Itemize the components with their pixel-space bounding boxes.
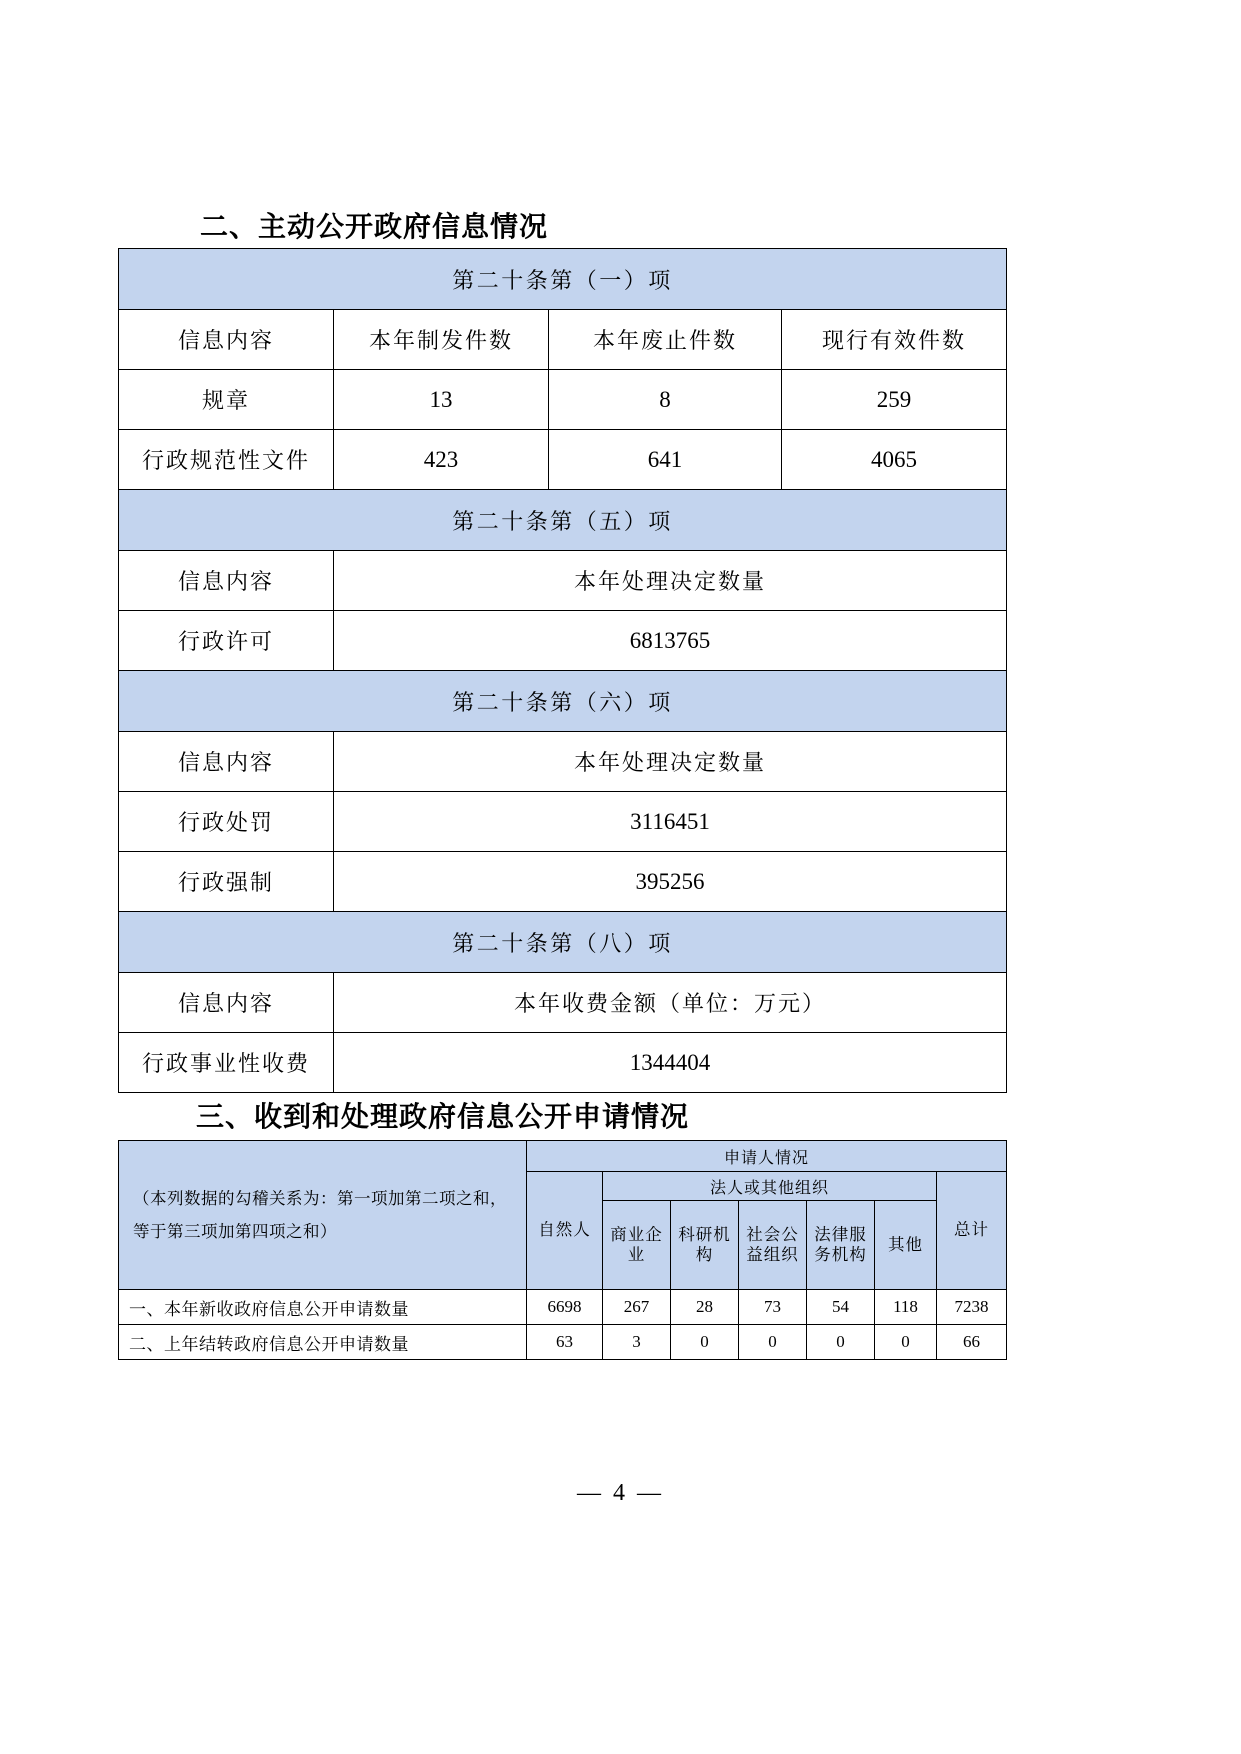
cell-new-total: 7238 <box>937 1290 1007 1325</box>
band-item-six: 第二十条第（六）项 <box>119 671 1007 732</box>
column-header-info-content: 信息内容 <box>119 310 334 370</box>
section-three-heading: 三、收到和处理政府信息公开申请情况 <box>196 1100 690 1133</box>
table-row <box>119 1033 1007 1093</box>
row-label-administrative-coercion: 行政强制 <box>119 852 334 912</box>
cell-new-social-welfare-organization: 73 <box>739 1290 807 1325</box>
cell-administrative-fees-value: 1344404 <box>334 1033 1007 1093</box>
cell-new-other: 118 <box>875 1290 937 1325</box>
column-header-legal-service-institution: 法律服务机构 <box>807 1201 875 1290</box>
cell-carried-total: 66 <box>937 1325 1007 1360</box>
column-header-info-content-five: 信息内容 <box>119 551 334 611</box>
cell-carried-commercial-enterprise: 3 <box>603 1325 671 1360</box>
row-label-normative-documents: 行政规范性文件 <box>119 430 334 490</box>
table-row <box>119 792 1007 852</box>
table-row <box>119 490 1007 551</box>
group-header-applicant: 申请人情况 <box>527 1141 1007 1172</box>
column-header-total: 总计 <box>937 1172 1007 1290</box>
table-row <box>119 973 1007 1033</box>
cell-normative-issued: 423 <box>334 430 549 490</box>
band-item-one: 第二十条第（一）项 <box>119 249 1007 310</box>
row-label-regulations: 规章 <box>119 370 334 430</box>
cell-new-legal-service-institution: 54 <box>807 1290 875 1325</box>
cell-carried-research-institution: 0 <box>671 1325 739 1360</box>
cell-administrative-coercion-value: 395256 <box>334 852 1007 912</box>
column-header-commercial-enterprise: 商业企业 <box>603 1201 671 1290</box>
column-header-natural-person: 自然人 <box>527 1172 603 1290</box>
table-row <box>119 430 1007 490</box>
table-row <box>119 912 1007 973</box>
cell-administrative-license-value: 6813765 <box>334 611 1007 671</box>
cell-carried-other: 0 <box>875 1325 937 1360</box>
row-label-administrative-penalty: 行政处罚 <box>119 792 334 852</box>
column-header-fee-amount: 本年收费金额（单位：万元） <box>334 973 1007 1033</box>
table-row <box>119 1290 1007 1325</box>
column-header-currently-effective: 现行有效件数 <box>782 310 1007 370</box>
cell-carried-legal-service-institution: 0 <box>807 1325 875 1360</box>
cell-normative-effective: 4065 <box>782 430 1007 490</box>
band-item-eight: 第二十条第（八）项 <box>119 912 1007 973</box>
table-row <box>119 1141 1007 1172</box>
table-row <box>119 370 1007 430</box>
column-header-info-content-eight: 信息内容 <box>119 973 334 1033</box>
table-row <box>119 852 1007 912</box>
row-label-administrative-fees: 行政事业性收费 <box>119 1033 334 1093</box>
table-row <box>119 611 1007 671</box>
table-row <box>119 249 1007 310</box>
row-label-administrative-license: 行政许可 <box>119 611 334 671</box>
column-header-social-welfare-organization: 社会公益组织 <box>739 1201 807 1290</box>
page-number: — 4 — <box>577 1480 664 1506</box>
cell-new-natural-person: 6698 <box>527 1290 603 1325</box>
column-header-decisions-five: 本年处理决定数量 <box>334 551 1007 611</box>
column-header-other: 其他 <box>875 1201 937 1290</box>
cell-regulations-abolished: 8 <box>549 370 782 430</box>
cross-reference-note: （本列数据的勾稽关系为：第一项加第二项之和，等于第三项加第四项之和） <box>119 1141 527 1290</box>
row-label-new-requests-this-year: 一、本年新收政府信息公开申请数量 <box>119 1290 527 1325</box>
table-row <box>119 732 1007 792</box>
cell-carried-social-welfare-organization: 0 <box>739 1325 807 1360</box>
cell-normative-abolished: 641 <box>549 430 782 490</box>
proactive-disclosure-table <box>118 248 1007 1093</box>
cell-regulations-effective: 259 <box>782 370 1007 430</box>
cell-new-research-institution: 28 <box>671 1290 739 1325</box>
table-row <box>119 310 1007 370</box>
cell-regulations-issued: 13 <box>334 370 549 430</box>
column-header-info-content-six: 信息内容 <box>119 732 334 792</box>
column-header-research-institution: 科研机构 <box>671 1201 739 1290</box>
band-item-five: 第二十条第（五）项 <box>119 490 1007 551</box>
column-header-decisions-six: 本年处理决定数量 <box>334 732 1007 792</box>
column-header-abolished-this-year: 本年废止件数 <box>549 310 782 370</box>
table-row <box>119 551 1007 611</box>
cell-new-commercial-enterprise: 267 <box>603 1290 671 1325</box>
cell-carried-natural-person: 63 <box>527 1325 603 1360</box>
cell-administrative-penalty-value: 3116451 <box>334 792 1007 852</box>
section-two-heading: 二、主动公开政府信息情况 <box>200 210 549 243</box>
row-label-carried-over-requests: 二、上年结转政府信息公开申请数量 <box>119 1325 527 1360</box>
table-row <box>119 671 1007 732</box>
requests-table <box>118 1140 1007 1360</box>
group-header-legal-person: 法人或其他组织 <box>603 1172 937 1201</box>
table-row <box>119 1325 1007 1360</box>
column-header-issued-this-year: 本年制发件数 <box>334 310 549 370</box>
